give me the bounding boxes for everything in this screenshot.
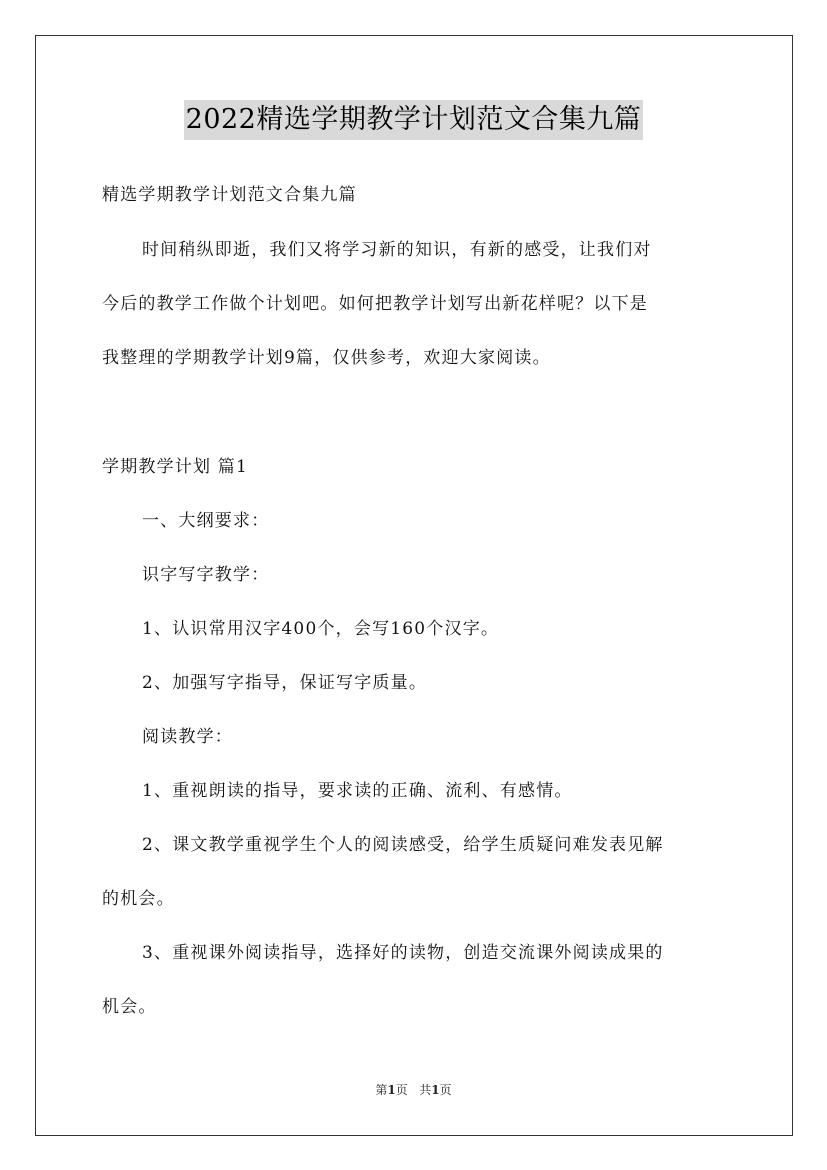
footer-page-number: 1: [387, 1083, 396, 1097]
body-line-1: 一、大纲要求：: [142, 511, 270, 531]
document-title: 2022精选学期教学计划范文合集九篇: [184, 100, 644, 140]
footer-prefix: 第: [375, 1083, 388, 1097]
body-line-2: 识字写字教学：: [142, 565, 270, 585]
body-line-3: 1、认识常用汉字400个，会写160个汉字。: [142, 619, 500, 639]
section-heading: 学期教学计划 篇1: [102, 457, 249, 477]
body-line-8: 的机会。: [102, 889, 175, 909]
title-container: [0, 100, 827, 140]
document-subtitle: 精选学期教学计划范文合集九篇: [102, 185, 357, 205]
intro-line-1: 时间稍纵即逝，我们又将学习新的知识，有新的感受，让我们对: [142, 240, 652, 260]
body-line-5: 阅读教学：: [142, 727, 233, 747]
body-line-4: 2、加强写字指导，保证写字质量。: [142, 673, 428, 693]
footer-total-pages: 1: [431, 1083, 440, 1097]
intro-line-2: 今后的教学工作做个计划吧。如何把教学计划写出新花样呢？以下是: [102, 294, 648, 314]
footer-suffix: 页: [439, 1083, 452, 1097]
intro-line-3: 我整理的学期教学计划9篇，仅供参考，欢迎大家阅读。: [102, 348, 551, 368]
body-line-7: 2、课文教学重视学生个人的阅读感受，给学生质疑问难发表见解: [142, 835, 664, 855]
page-footer: [0, 1082, 827, 1098]
footer-mid: 页 共: [395, 1083, 432, 1097]
body-line-9: 3、重视课外阅读指导，选择好的读物，创造交流课外阅读成果的: [142, 943, 664, 963]
body-line-10: 机会。: [102, 997, 157, 1017]
body-line-6: 1、重视朗读的指导，要求读的正确、流利、有感情。: [142, 781, 573, 801]
